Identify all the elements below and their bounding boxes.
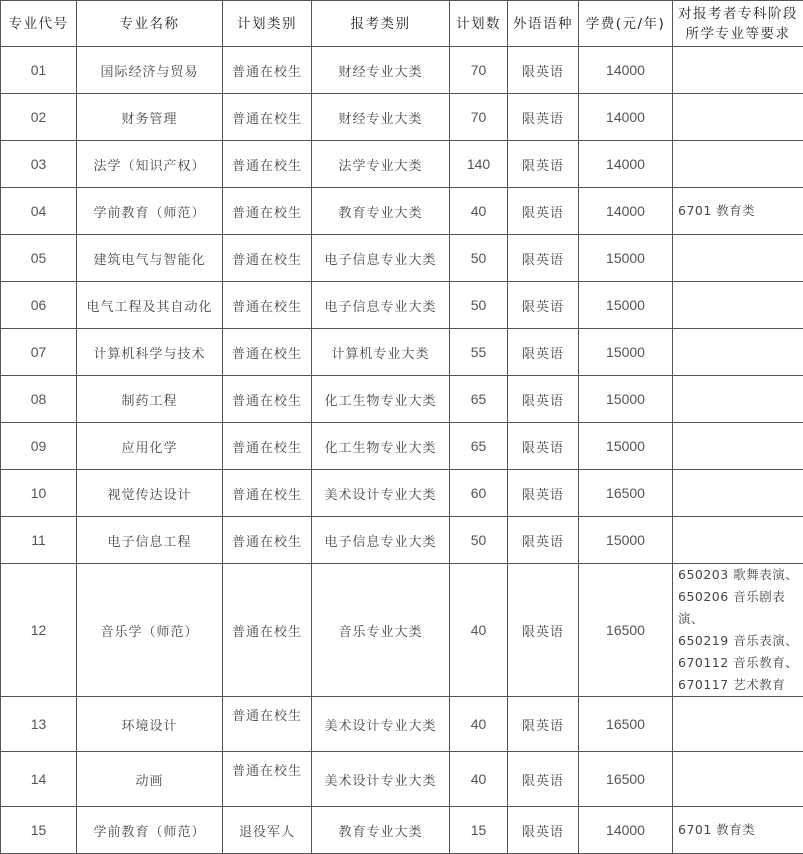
table-row bbox=[1, 423, 803, 470]
cell-requirement: 6701 教育类 bbox=[673, 807, 803, 854]
table-row bbox=[1, 47, 803, 94]
cell-code: 12 bbox=[1, 564, 77, 697]
table-body bbox=[1, 47, 803, 854]
cell-tuition: 16500 bbox=[579, 564, 673, 697]
cell-tuition: 15000 bbox=[579, 235, 673, 282]
cell-language: 限英语 bbox=[508, 376, 579, 423]
cell-exam-category: 电子信息专业大类 bbox=[312, 282, 450, 329]
cell-requirement bbox=[673, 141, 803, 188]
cell-exam-category: 法学专业大类 bbox=[312, 141, 450, 188]
cell-quota: 40 bbox=[450, 752, 508, 807]
cell-tuition: 15000 bbox=[579, 376, 673, 423]
cell-tuition: 14000 bbox=[579, 188, 673, 235]
cell-language: 限英语 bbox=[508, 282, 579, 329]
cell-language: 限英语 bbox=[508, 329, 579, 376]
cell-language: 限英语 bbox=[508, 94, 579, 141]
header-quota: 计划数 bbox=[450, 1, 508, 47]
cell-quota: 65 bbox=[450, 423, 508, 470]
table-row bbox=[1, 141, 803, 188]
cell-major: 环境设计 bbox=[77, 697, 223, 752]
cell-language: 限英语 bbox=[508, 752, 579, 807]
cell-exam-category: 计算机专业大类 bbox=[312, 329, 450, 376]
cell-major: 电气工程及其自动化 bbox=[77, 282, 223, 329]
table-row bbox=[1, 329, 803, 376]
cell-tuition: 15000 bbox=[579, 282, 673, 329]
cell-code: 06 bbox=[1, 282, 77, 329]
cell-quota: 50 bbox=[450, 517, 508, 564]
cell-exam-category: 化工生物专业大类 bbox=[312, 423, 450, 470]
cell-plan-type: 普通在校生 bbox=[223, 376, 312, 423]
cell-code: 01 bbox=[1, 47, 77, 94]
cell-tuition: 14000 bbox=[579, 141, 673, 188]
cell-language: 限英语 bbox=[508, 807, 579, 854]
cell-requirement bbox=[673, 282, 803, 329]
table-row bbox=[1, 752, 803, 807]
cell-code: 11 bbox=[1, 517, 77, 564]
table-row bbox=[1, 807, 803, 854]
cell-plan-type: 普通在校生 bbox=[223, 141, 312, 188]
cell-tuition: 14000 bbox=[579, 47, 673, 94]
cell-exam-category: 财经专业大类 bbox=[312, 47, 450, 94]
table-row bbox=[1, 94, 803, 141]
cell-code: 13 bbox=[1, 697, 77, 752]
cell-major: 动画 bbox=[77, 752, 223, 807]
cell-code: 04 bbox=[1, 188, 77, 235]
cell-exam-category: 电子信息专业大类 bbox=[312, 517, 450, 564]
cell-plan-type: 普通在校生 bbox=[223, 697, 312, 752]
cell-quota: 40 bbox=[450, 564, 508, 697]
cell-quota: 140 bbox=[450, 141, 508, 188]
requirement-line: 670112 音乐教育、 bbox=[678, 652, 799, 674]
cell-quota: 70 bbox=[450, 47, 508, 94]
cell-major: 学前教育（师范） bbox=[77, 188, 223, 235]
cell-exam-category: 美术设计专业大类 bbox=[312, 697, 450, 752]
table-row bbox=[1, 235, 803, 282]
cell-tuition: 16500 bbox=[579, 470, 673, 517]
cell-exam-category: 音乐专业大类 bbox=[312, 564, 450, 697]
header-plan-type: 计划类别 bbox=[223, 1, 312, 47]
cell-code: 14 bbox=[1, 752, 77, 807]
requirement-line: 650206 音乐剧表 bbox=[678, 586, 799, 608]
table-header-row bbox=[1, 1, 803, 47]
cell-exam-category: 化工生物专业大类 bbox=[312, 376, 450, 423]
cell-major: 制药工程 bbox=[77, 376, 223, 423]
cell-language: 限英语 bbox=[508, 470, 579, 517]
cell-tuition: 15000 bbox=[579, 517, 673, 564]
cell-language: 限英语 bbox=[508, 47, 579, 94]
cell-code: 08 bbox=[1, 376, 77, 423]
cell-requirement bbox=[673, 697, 803, 752]
table-row bbox=[1, 564, 803, 697]
cell-major: 计算机科学与技术 bbox=[77, 329, 223, 376]
cell-language: 限英语 bbox=[508, 141, 579, 188]
header-language: 外语语种 bbox=[508, 1, 579, 47]
cell-plan-type: 普通在校生 bbox=[223, 47, 312, 94]
table-row bbox=[1, 470, 803, 517]
table-row bbox=[1, 376, 803, 423]
cell-requirement bbox=[673, 329, 803, 376]
table-row bbox=[1, 517, 803, 564]
cell-exam-category: 电子信息专业大类 bbox=[312, 235, 450, 282]
cell-plan-type: 普通在校生 bbox=[223, 282, 312, 329]
cell-requirement bbox=[673, 470, 803, 517]
cell-requirement bbox=[673, 47, 803, 94]
cell-language: 限英语 bbox=[508, 235, 579, 282]
cell-major: 音乐学（师范） bbox=[77, 564, 223, 697]
cell-exam-category: 财经专业大类 bbox=[312, 94, 450, 141]
cell-requirement bbox=[673, 423, 803, 470]
cell-language: 限英语 bbox=[508, 188, 579, 235]
cell-major: 国际经济与贸易 bbox=[77, 47, 223, 94]
cell-plan-type: 普通在校生 bbox=[223, 423, 312, 470]
cell-requirement bbox=[673, 752, 803, 807]
header-requirement: 对报考者专科阶段所学专业等要求 bbox=[673, 1, 803, 47]
cell-plan-type: 普通在校生 bbox=[223, 517, 312, 564]
cell-exam-category: 教育专业大类 bbox=[312, 807, 450, 854]
cell-code: 15 bbox=[1, 807, 77, 854]
cell-plan-type: 普通在校生 bbox=[223, 188, 312, 235]
cell-quota: 50 bbox=[450, 282, 508, 329]
cell-quota: 65 bbox=[450, 376, 508, 423]
cell-plan-type: 普通在校生 bbox=[223, 470, 312, 517]
cell-major: 电子信息工程 bbox=[77, 517, 223, 564]
cell-major: 视觉传达设计 bbox=[77, 470, 223, 517]
cell-code: 10 bbox=[1, 470, 77, 517]
cell-exam-category: 美术设计专业大类 bbox=[312, 752, 450, 807]
cell-plan-type: 普通在校生 bbox=[223, 752, 312, 807]
cell-requirement bbox=[673, 564, 803, 697]
cell-major: 建筑电气与智能化 bbox=[77, 235, 223, 282]
table-row bbox=[1, 282, 803, 329]
table-row bbox=[1, 188, 803, 235]
cell-tuition: 15000 bbox=[579, 423, 673, 470]
cell-plan-type: 退役军人 bbox=[223, 807, 312, 854]
cell-major: 学前教育（师范） bbox=[77, 807, 223, 854]
cell-quota: 40 bbox=[450, 697, 508, 752]
header-tuition: 学费(元/年) bbox=[579, 1, 673, 47]
header-major: 专业名称 bbox=[77, 1, 223, 47]
cell-major: 应用化学 bbox=[77, 423, 223, 470]
cell-code: 09 bbox=[1, 423, 77, 470]
header-code: 专业代号 bbox=[1, 1, 77, 47]
cell-quota: 60 bbox=[450, 470, 508, 517]
cell-requirement bbox=[673, 517, 803, 564]
cell-tuition: 14000 bbox=[579, 807, 673, 854]
cell-requirement bbox=[673, 235, 803, 282]
cell-plan-type: 普通在校生 bbox=[223, 94, 312, 141]
requirement-line: 演、 bbox=[678, 608, 799, 630]
cell-quota: 15 bbox=[450, 807, 508, 854]
requirement-line: 670117 艺术教育 bbox=[678, 674, 799, 696]
cell-code: 07 bbox=[1, 329, 77, 376]
requirement-line: 650203 歌舞表演、 bbox=[678, 564, 799, 586]
cell-exam-category: 美术设计专业大类 bbox=[312, 470, 450, 517]
cell-plan-type: 普通在校生 bbox=[223, 564, 312, 697]
cell-language: 限英语 bbox=[508, 564, 579, 697]
cell-requirement: 6701 教育类 bbox=[673, 188, 803, 235]
cell-tuition: 15000 bbox=[579, 329, 673, 376]
cell-major: 财务管理 bbox=[77, 94, 223, 141]
table-row bbox=[1, 697, 803, 752]
cell-exam-category: 教育专业大类 bbox=[312, 188, 450, 235]
cell-plan-type: 普通在校生 bbox=[223, 329, 312, 376]
cell-plan-type: 普通在校生 bbox=[223, 235, 312, 282]
cell-code: 03 bbox=[1, 141, 77, 188]
cell-quota: 55 bbox=[450, 329, 508, 376]
cell-requirement bbox=[673, 94, 803, 141]
cell-language: 限英语 bbox=[508, 423, 579, 470]
cell-quota: 50 bbox=[450, 235, 508, 282]
cell-code: 05 bbox=[1, 235, 77, 282]
cell-code: 02 bbox=[1, 94, 77, 141]
cell-requirement bbox=[673, 376, 803, 423]
header-exam-category: 报考类别 bbox=[312, 1, 450, 47]
cell-major: 法学（知识产权） bbox=[77, 141, 223, 188]
cell-tuition: 16500 bbox=[579, 752, 673, 807]
cell-quota: 70 bbox=[450, 94, 508, 141]
cell-quota: 40 bbox=[450, 188, 508, 235]
cell-tuition: 14000 bbox=[579, 94, 673, 141]
requirement-line: 650219 音乐表演、 bbox=[678, 630, 799, 652]
cell-language: 限英语 bbox=[508, 697, 579, 752]
cell-language: 限英语 bbox=[508, 517, 579, 564]
cell-tuition: 16500 bbox=[579, 697, 673, 752]
